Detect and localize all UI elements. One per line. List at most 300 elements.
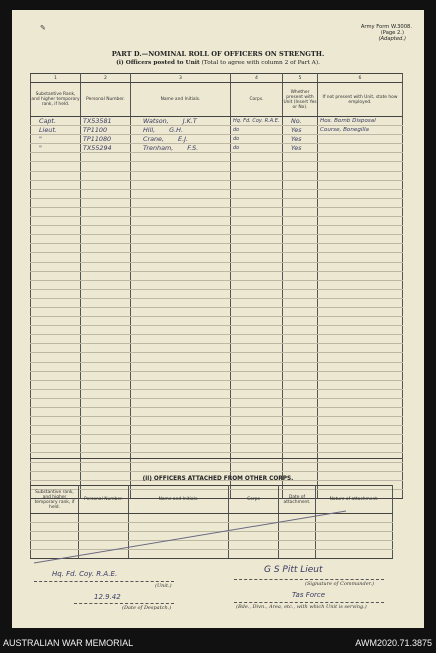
table-row [31,144,403,153]
unit-line [34,581,174,582]
attached-column-header: Substantive rank, and higher temporary rank, if held. [31,486,79,514]
cell-name [131,144,231,153]
cell-corps [231,180,283,189]
cell-employed [318,326,403,335]
cell-number: TX55294 [81,144,131,153]
column-number: 5 [283,74,318,83]
cell-corps [231,235,283,244]
cell-present [283,217,318,226]
officers-posted-body [31,117,403,499]
table-row [31,435,403,444]
form-ref-page: (Page 2.) [380,30,404,36]
cell-corps [231,462,283,471]
cell-present: Yes [283,126,318,135]
table-row [31,408,403,417]
cell-rank [31,326,81,335]
cell-corps [231,362,283,371]
cell-name [131,380,231,389]
cancel-strike-line [30,485,392,565]
cell-number [81,189,131,198]
initials: J.K.T [182,117,197,126]
cell-rank: " [31,135,81,144]
cell-number: TP11080 [81,135,131,144]
cell-employed [318,180,403,189]
hole-mark: ✎ [40,24,46,32]
attached-column-header: Corps [229,486,279,514]
cell-name [131,326,231,335]
cell-employed [318,135,403,144]
cell-rank [31,153,81,162]
cell-rank [31,262,81,271]
table-row [31,153,403,162]
table-row [31,371,403,380]
cell-rank [31,189,81,198]
cell-present [283,244,318,253]
cell-employed [318,408,403,417]
cell-name [131,117,231,126]
cell-employed [318,271,403,280]
table-row [31,135,403,144]
table-row [31,244,403,253]
table-row [31,189,403,198]
attached-column-header: Personal Number. [79,486,129,514]
cell-corps [231,380,283,389]
cell-name [131,335,231,344]
cell-name [131,207,231,216]
cell-corps [231,244,283,253]
cell-employed [318,435,403,444]
cell-employed [318,280,403,289]
cell-name [131,362,231,371]
cell-present [283,226,318,235]
cell-corps [231,326,283,335]
cell-name [131,344,231,353]
cell-employed [318,426,403,435]
column-header: Substantive Rank, and higher temporary rank, if held. [31,83,81,117]
table-row [31,226,403,235]
cell-employed [318,235,403,244]
cell-corps [231,217,283,226]
cell-rank [31,280,81,289]
cell-employed [318,371,403,380]
cell-rank [31,408,81,417]
force-value: Tas Force [292,591,326,599]
cell-present [283,362,318,371]
cell-rank [31,289,81,298]
cell-corps [231,389,283,398]
cell-rank [31,198,81,207]
cell-number [81,426,131,435]
cell-employed: Course, Bonegilla [318,126,403,135]
cell-number [81,317,131,326]
cell-present: No. [283,117,318,126]
table-row [31,126,403,135]
cell-corps [231,198,283,207]
cell-present [283,435,318,444]
cell-corps [231,398,283,407]
cell-number [81,198,131,207]
cell-employed [318,189,403,198]
cell-name [131,462,231,471]
attached-column-header: Name and Initials. [129,486,229,514]
cell-rank [31,298,81,307]
cell-present [283,198,318,207]
cell-corps [231,344,283,353]
cell-number [81,380,131,389]
cell-name [131,198,231,207]
column-number: 4 [231,74,283,83]
table-row [31,235,403,244]
column-header: Whether present with Unit (Insert Yes or No). [283,83,318,117]
cell-number [81,298,131,307]
column-number: 2 [81,74,131,83]
table-row [31,298,403,307]
cell-rank [31,389,81,398]
cell-employed [318,217,403,226]
cell-present [283,235,318,244]
cell-present [283,326,318,335]
cell-rank [31,307,81,316]
cell-corps [231,298,283,307]
cell-rank [31,426,81,435]
cell-rank [31,435,81,444]
cell-employed [318,171,403,180]
cell-corps [231,262,283,271]
table-row [31,353,403,362]
cell-name [131,135,231,144]
cell-employed [318,335,403,344]
table-row [31,344,403,353]
cell-rank [31,335,81,344]
cell-employed [318,262,403,271]
table-row [31,417,403,426]
cell-employed [318,344,403,353]
officers-posted-table [30,73,403,499]
table-row [31,307,403,316]
cell-rank [31,253,81,262]
column-number-row [31,74,403,83]
cell-number [81,180,131,189]
cell-present [283,444,318,453]
table-row [31,462,403,471]
cell-number [81,207,131,216]
cell-rank: Lieut. [31,126,81,135]
cell-number [81,408,131,417]
subtitle-bold: (i) Officers posted to Unit [116,60,200,66]
cell-rank [31,217,81,226]
cell-name [131,153,231,162]
table-row [31,398,403,407]
cell-employed [318,462,403,471]
cell-present [283,171,318,180]
cell-employed [318,207,403,216]
cell-name [131,307,231,316]
cell-present [283,207,318,216]
cell-number [81,289,131,298]
cell-rank [31,162,81,171]
cell-present [283,353,318,362]
cell-number [81,153,131,162]
surname: Hill, [143,126,156,135]
cell-number [81,335,131,344]
cell-corps [231,189,283,198]
cell-corps [231,335,283,344]
cell-corps [231,171,283,180]
cell-number [81,444,131,453]
cell-employed: Hos. Bomb Disposal [318,117,403,126]
cell-number [81,435,131,444]
attached-column-header: Date of attachment. [279,486,316,514]
cell-employed [318,226,403,235]
cell-number [81,417,131,426]
cell-name [131,226,231,235]
cell-present [283,162,318,171]
column-number: 3 [131,74,231,83]
date-line [74,603,174,604]
cell-number [81,462,131,471]
cell-corps: do [231,144,283,153]
cell-employed [318,198,403,207]
cell-present [283,408,318,417]
cell-present [283,153,318,162]
table-row [31,326,403,335]
cell-name [131,444,231,453]
table-row [31,362,403,371]
column-header-row [31,83,403,117]
table-row [31,117,403,126]
cell-rank [31,207,81,216]
cell-name [131,298,231,307]
cell-corps [231,207,283,216]
table-row [31,317,403,326]
form-ref-number: Army Form W.3008. [360,24,412,30]
cell-present [283,317,318,326]
cell-present [283,271,318,280]
cell-number [81,235,131,244]
cell-rank [31,380,81,389]
cell-number [81,353,131,362]
form-ref-adapted: (Adapted.) [378,36,406,42]
cell-present [283,335,318,344]
cell-present: Yes [283,144,318,153]
cell-rank [31,244,81,253]
cell-corps [231,271,283,280]
footer-institution: AUSTRALIAN WAR MEMORIAL [3,638,134,648]
table-row [31,426,403,435]
table-row [31,335,403,344]
cell-corps [231,353,283,362]
form-reference [361,24,412,42]
cell-corps [231,153,283,162]
form-page [12,10,424,628]
table-row [31,162,403,171]
cell-name [131,126,231,135]
cell-employed [318,144,403,153]
attached-officers-title: (ii) OFFICERS ATTACHED FROM OTHER CORPS. [142,476,294,482]
force-label: (Bde., Divn., Area, etc., with which Unit is serving.) [236,604,367,610]
force-line [234,602,384,603]
cell-rank [31,235,81,244]
cell-employed [318,253,403,262]
section-subtitle [12,60,424,66]
cell-present [283,280,318,289]
part-title: PART D.—NOMINAL ROLL OF OFFICERS ON STRENGTH. [111,50,325,58]
cell-present [283,289,318,298]
initials: F.S. [187,144,199,153]
cell-present [283,307,318,316]
table-row [31,262,403,271]
column-header: Corps. [231,83,283,117]
table-row [31,171,403,180]
initials: G.H. [169,126,183,135]
surname: Watson, [143,117,169,126]
cell-name [131,289,231,298]
cell-number [81,162,131,171]
cell-name [131,271,231,280]
cell-employed [318,362,403,371]
cell-present [283,298,318,307]
cell-employed [318,353,403,362]
table-row [31,389,403,398]
cell-present [283,180,318,189]
cell-name [131,162,231,171]
cell-corps [231,417,283,426]
cell-employed [318,289,403,298]
signature-label: (Signature of Commander.) [305,581,375,587]
column-number: 6 [318,74,403,83]
cell-present [283,462,318,471]
cell-number [81,171,131,180]
cell-number: TX53581 [81,117,131,126]
cell-corps [231,226,283,235]
cell-name [131,262,231,271]
cell-present [283,389,318,398]
cell-number [81,226,131,235]
cell-employed [318,298,403,307]
cell-corps [231,435,283,444]
cell-rank [31,362,81,371]
table-row [31,207,403,216]
column-number: 1 [31,74,81,83]
table-row [31,271,403,280]
cell-present [283,189,318,198]
table-row [31,280,403,289]
cell-employed [318,398,403,407]
cell-present [283,344,318,353]
cell-present [283,253,318,262]
table-row [31,180,403,189]
table-row [31,253,403,262]
cell-corps [231,408,283,417]
cell-number [81,389,131,398]
cell-name [131,371,231,380]
cell-present: Yes [283,135,318,144]
cell-rank [31,344,81,353]
cell-rank: " [31,144,81,153]
cell-employed [318,380,403,389]
cell-name [131,244,231,253]
cell-number [81,262,131,271]
cell-number [81,398,131,407]
despatch-date-value: 12.9.42 [94,593,121,601]
cell-employed [318,153,403,162]
cell-number [81,362,131,371]
cell-rank [31,371,81,380]
cell-rank [31,226,81,235]
cell-number [81,326,131,335]
cell-name [131,280,231,289]
cell-rank [31,271,81,280]
cell-corps: Hq. Fd. Coy. R.A.E. [231,117,283,126]
cell-number [81,344,131,353]
table-row [31,289,403,298]
cell-rank [31,171,81,180]
attached-column-header: Nature of attachment. [316,486,393,514]
cell-rank [31,317,81,326]
cell-rank [31,353,81,362]
despatch-date-label: (Date of Despatch.) [122,605,172,611]
cell-name [131,253,231,262]
cell-corps [231,371,283,380]
cell-corps: do [231,135,283,144]
table-row [31,444,403,453]
initials: E.J. [178,135,189,144]
column-header: Name and Initials. [131,83,231,117]
cell-name [131,235,231,244]
cell-name [131,189,231,198]
cell-corps [231,162,283,171]
cell-rank [31,180,81,189]
unit-label: (Unit.) [155,583,172,589]
surname: Crane, [143,135,165,144]
cell-number [81,217,131,226]
column-header: If not present with Unit, state how employed. [318,83,403,117]
cell-present [283,380,318,389]
cell-corps [231,307,283,316]
unit-value: Hq. Fd. Coy. R.A.E. [52,570,118,578]
cell-number [81,280,131,289]
cell-number: TP1100 [81,126,131,135]
cell-name [131,417,231,426]
cell-name [131,171,231,180]
cell-corps [231,253,283,262]
cell-employed [318,244,403,253]
cell-name [131,408,231,417]
cell-present [283,426,318,435]
cell-present [283,371,318,380]
cell-rank: Capt. [31,117,81,126]
cell-employed [318,162,403,171]
cell-name [131,217,231,226]
column-header: Personal Number. [81,83,131,117]
cell-employed [318,417,403,426]
cell-corps [231,426,283,435]
cell-name [131,398,231,407]
signature-value: G S Pitt Lieut [264,565,323,575]
cell-present [283,417,318,426]
table-row [31,380,403,389]
cell-employed [318,389,403,398]
cell-corps [231,444,283,453]
cell-present [283,398,318,407]
cell-corps [231,289,283,298]
cell-name [131,435,231,444]
footer-accession-number: AWM2020.71.3875 [355,638,432,648]
subtitle-rest: (Total to agree with column 2 of Part A). [201,60,320,66]
cell-number [81,371,131,380]
cell-rank [31,398,81,407]
cell-corps [231,317,283,326]
